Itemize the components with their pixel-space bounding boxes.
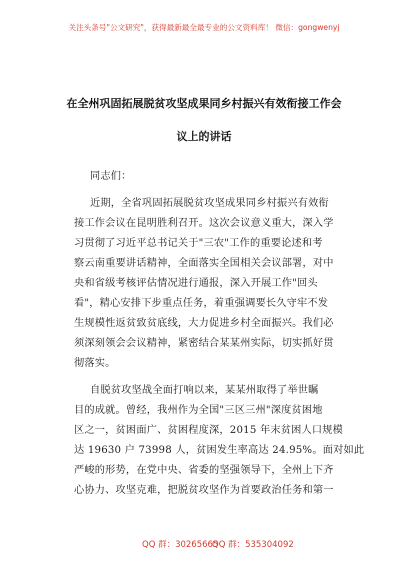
body-line: 区之一，贫困面广、贫困程度深，2015 年末贫困人口规模 — [74, 425, 344, 436]
footer-qq-left: QQ 群：30265665 — [142, 540, 219, 550]
body-line: 生规模性返贫致贫底线，大力促进乡村全面振兴。我们必 — [74, 318, 334, 329]
body-line: 近期，全省巩固拓展脱贫攻坚成果同乡村振兴有效衔 — [90, 198, 329, 209]
footer-qq-right: QQ 群：535304092 — [212, 540, 294, 550]
document-title-line-2: 议上的讲话 — [176, 130, 232, 143]
body-line: 目的成就。曾经，我州作为全国"三区三州"深度贫困地 — [74, 405, 323, 416]
body-line: 央和省级考核评估情况进行通报，深入开展工作"回头 — [74, 278, 318, 289]
body-line: 达 19630 户 73998 人，贫困发生率高达 24.95%。面对如此 — [74, 445, 365, 456]
document-title-line-1: 在全州巩固拓展脱贫攻坚成果同乡村振兴有效衔接工作会 — [66, 97, 342, 110]
body-line: 须深刻领会会议精神，紧密结合某某州实际，切实抓好贯 — [74, 338, 334, 349]
body-line: 彻落实。 — [74, 358, 116, 369]
header-banner: 关注头条号"公文研究"，获得最新最全最专业的公文资料库！ 微信：gongwenyj — [68, 23, 340, 32]
body-line: 看"，精心安排下步重点任务，着重强调要长久守牢不发 — [74, 298, 329, 309]
body-line: 接工作会议在昆明胜利召开。这次会议意义重大，深入学 — [74, 218, 334, 229]
body-line: 严峻的形势，在党中央、省委的坚强领导下，全州上下齐 — [74, 465, 334, 476]
body-line: 习贯彻了习近平总书记关于"三农"工作的重要论述和考 — [74, 238, 323, 249]
body-line: 自脱贫攻坚战全面打响以来，某某州取得了举世瞩 — [90, 385, 319, 396]
body-line: 心协力、攻坚克难，把脱贫攻坚作为首要政治任务和第一 — [74, 485, 334, 496]
body-line: 察云南重要讲话精神，全面落实全国相关会议部署，对中 — [74, 258, 334, 269]
salutation: 同志们： — [90, 171, 132, 182]
